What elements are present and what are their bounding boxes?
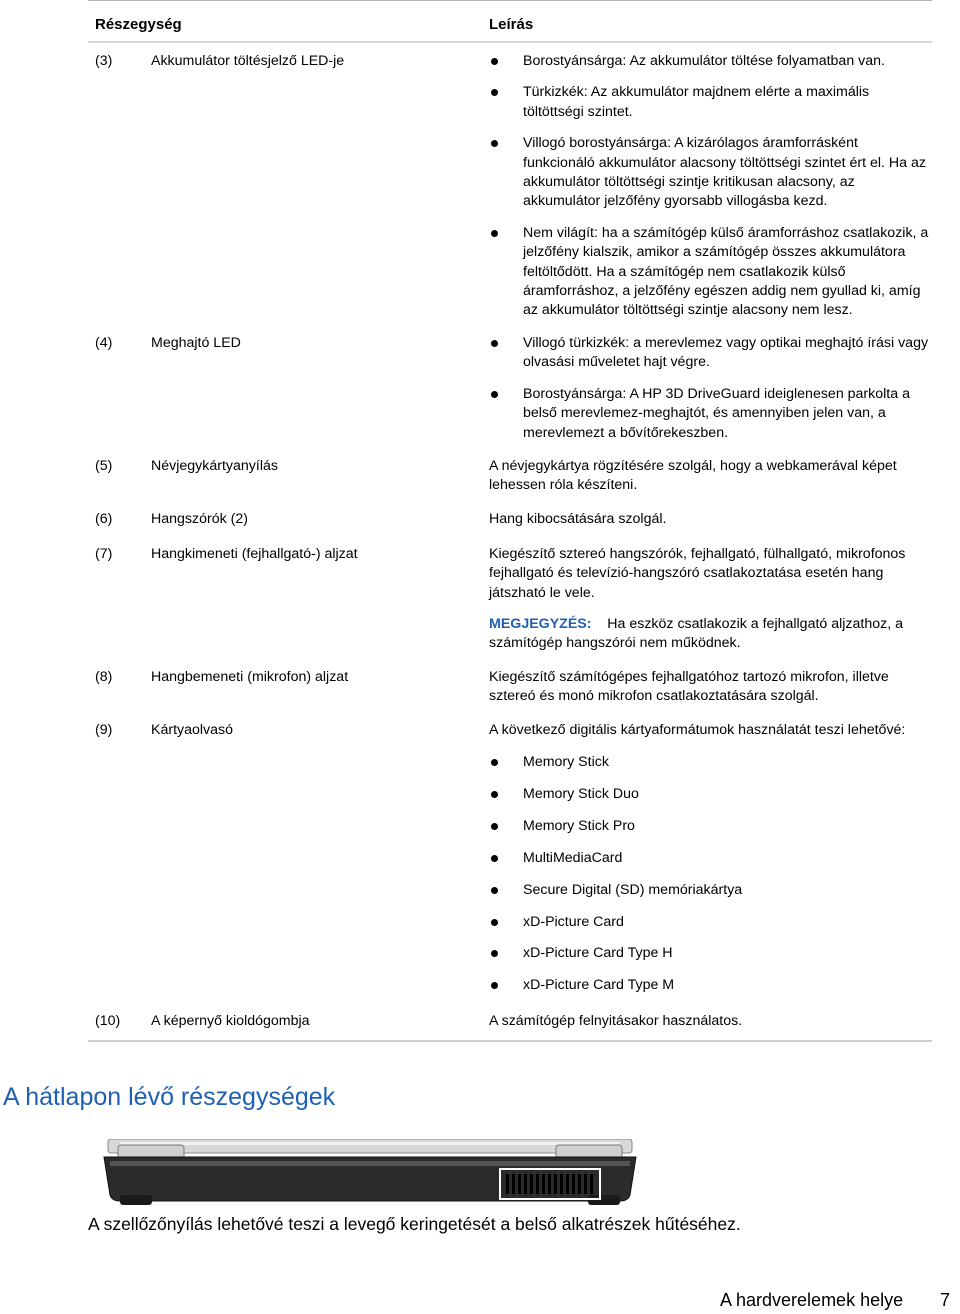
component-name: Meghajtó LED <box>151 335 241 351</box>
component-name: Hangbemeneti (mikrofon) aljzat <box>151 669 349 685</box>
list-item: Memory Stick <box>489 753 929 772</box>
image-caption: A szellőzőnyílás lehetővé teszi a levegő keringetését a belső alkatrészek hűtéséhez. <box>88 1214 741 1234</box>
description-list <box>489 334 929 443</box>
table-header <box>88 0 932 43</box>
list-item: Secure Digital (SD) memóriakártya <box>489 881 929 900</box>
list-item: xD-Picture Card Type H <box>489 944 929 963</box>
component-description: Hang kibocsátására szolgál. <box>489 511 667 527</box>
component-name: Hangszórók (2) <box>151 511 248 527</box>
card-format-list <box>489 753 929 996</box>
component-description: Kiegészítő számítógépes fejhallgatóhoz tartozó mikrofon, illetve sztereó és monó mikrofon csatlakoztatására szolgál. <box>489 669 889 705</box>
component-name: Akkumulátor töltésjelző LED-je <box>151 53 345 69</box>
list-item: xD-Picture Card <box>489 913 929 932</box>
row-number: (5) <box>95 458 113 474</box>
component-description: A számítógép felnyitásakor használatos. <box>489 1013 743 1029</box>
component-description: Kiegészítő sztereó hangszórók, fejhallgató, fülhallgató, mikrofonos fejhallgató és televízió-hangszóró csatlakoztatása esetén hang játszható le vele. <box>489 546 906 601</box>
row-number: (10) <box>95 1013 121 1029</box>
row-number: (3) <box>95 53 113 69</box>
row-number: (4) <box>95 335 113 351</box>
component-name: A képernyő kioldógombja <box>151 1013 310 1029</box>
row-number: (7) <box>95 546 113 562</box>
component-name: Névjegykártyanyílás <box>151 458 278 474</box>
list-item: xD-Picture Card Type M <box>489 976 929 995</box>
list-item: Villogó borostyánsárga: A kizárólagos áramforrásként funkcionáló akkumulátor alacsony töltöttségi szintet ért el. Ha az akkumulátor töltöttségi szintje kritikusan alacsony, az akkumulátor jelzőfény gyorsabb villogásba kezd. <box>489 134 929 212</box>
component-description: A következő digitális kártyaformátumok használatát teszi lehetővé: <box>489 722 906 738</box>
table-bottom-rule <box>88 1040 932 1042</box>
footer-title: A hardverelemek helye <box>720 1290 904 1310</box>
list-item: MultiMediaCard <box>489 849 929 868</box>
list-item: Borostyánsárga: Az akkumulátor töltése folyamatban van. <box>489 52 923 71</box>
description-list <box>489 52 929 321</box>
list-item: Villogó türkizkék: a merevlemez vagy optikai meghajtó írási vagy olvasási műveletet hajt végre. <box>489 334 929 373</box>
list-item: Türkizkék: Az akkumulátor majdnem elérte a maximális töltöttségi szintet. <box>489 83 913 122</box>
laptop-rear-image <box>100 1139 640 1212</box>
list-item: Nem világít: ha a számítógép külső áramforráshoz csatlakozik, a jelzőfény kialszik, amikor a számítógép összes akkumulátora feltöltődött. Ha a számítógép nem csatlakozik külső áramforráshoz, a jelzőfény egészen addig nem gyullad ki, amíg az akkumulátor töltöttségi szintje alacsony nem lesz. <box>489 224 929 321</box>
component-name: Hangkimeneti (fejhallgató-) aljzat <box>151 546 358 562</box>
list-item: Memory Stick Pro <box>489 817 929 836</box>
header-component: Részegység <box>95 16 182 33</box>
page-number: 7 <box>940 1290 951 1310</box>
row-number: (8) <box>95 669 113 685</box>
component-description: A névjegykártya rögzítésére szolgál, hogy a webkamerával képet lehessen róla készíteni. <box>489 458 897 494</box>
note-label: MEGJEGYZÉS: <box>489 616 592 632</box>
note <box>489 615 929 654</box>
note-text: Ha eszköz csatlakozik a fejhallgató aljzathoz, a számítógép hangszórói nem működnek. <box>489 616 904 652</box>
header-description: Leírás <box>489 16 534 33</box>
list-item: Borostyánsárga: A HP 3D DriveGuard ideiglenesen parkolta a belső merevlemez-meghajtót, és amennyiben jelen van, a merevlemezt a bővítőrekeszben. <box>489 385 929 443</box>
section-title: A hátlapon lévő részegységek <box>3 1083 336 1111</box>
list-item: Memory Stick Duo <box>489 785 929 804</box>
row-number: (9) <box>95 722 113 738</box>
component-name: Kártyaolvasó <box>151 722 234 738</box>
row-number: (6) <box>95 511 113 527</box>
